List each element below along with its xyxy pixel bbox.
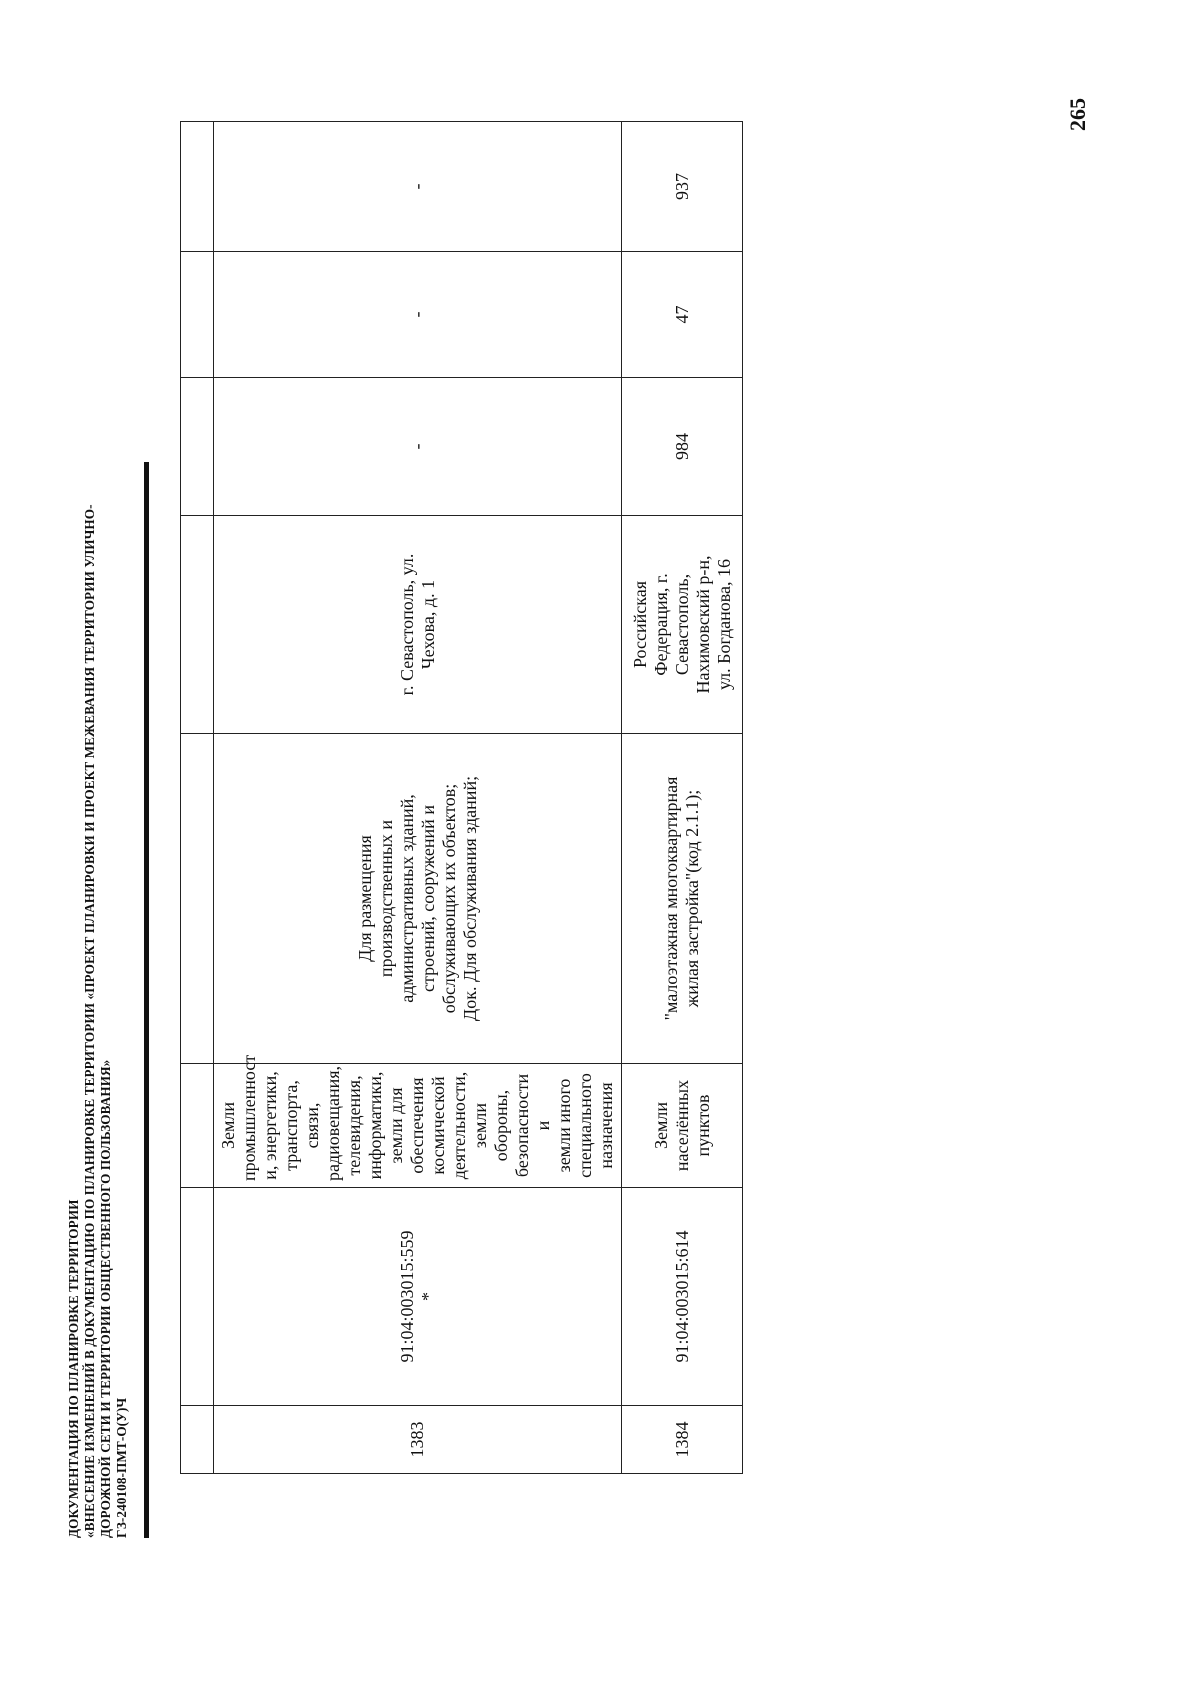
cell-empty <box>181 1064 214 1188</box>
use-line: жилая застройка"(код 2.1.1); <box>682 789 702 1008</box>
land-category <box>214 1054 622 1188</box>
use-line: административных зданий, <box>396 794 417 1003</box>
header-line: ДОКУМЕНТАЦИЯ ПО ПЛАНИРОВКЕ ТЕРРИТОРИИ <box>66 1199 81 1538</box>
address <box>214 516 622 734</box>
address-line: Российская <box>629 581 650 668</box>
value-cell-c: - <box>214 122 622 252</box>
value-cell-a: 984 <box>622 378 743 516</box>
address-line: Федерация, г. <box>650 573 671 676</box>
cell-empty <box>181 1188 214 1406</box>
table-row <box>622 122 743 1474</box>
use-line: строений, сооружений и <box>417 805 438 992</box>
category-line: земли обороны, <box>470 1089 511 1162</box>
address-line: Нахимовский р-н, <box>692 555 713 694</box>
cell-empty <box>181 734 214 1064</box>
address-line: Севастополь, <box>671 573 692 676</box>
category-line: назначения <box>596 1082 616 1169</box>
value-cell-b: 47 <box>622 252 743 378</box>
category-line: обеспечения <box>407 1077 427 1174</box>
use-line: "малоэтажная многоквартирная <box>661 776 681 1021</box>
cadastral-number <box>214 1188 622 1406</box>
category-line: телевидения, <box>344 1075 364 1176</box>
category-line: и, энергетики, <box>260 1071 280 1180</box>
cell-empty <box>181 378 214 516</box>
row-number: 1384 <box>622 1406 743 1474</box>
category-line: промышленност <box>239 1054 259 1181</box>
permitted-use <box>214 734 622 1064</box>
cadastral-mark: * <box>417 1292 438 1301</box>
cell-empty <box>181 122 214 252</box>
cadastral-value: 91:04:003015:559 <box>396 1230 417 1363</box>
category-line: транспорта, <box>281 1080 301 1171</box>
cell-empty <box>181 1406 214 1474</box>
land-category <box>622 1064 743 1188</box>
use-line: обслуживающих их объектов; <box>438 783 459 1014</box>
address-line: г. Севастополь, ул. <box>396 553 417 696</box>
category-line: земли для <box>386 1087 406 1164</box>
value-cell-b: - <box>214 252 622 378</box>
header-line: ДОРОЖНОЙ СЕТИ И ТЕРРИТОРИИ ОБЩЕСТВЕННОГО ПОЛЬЗОВАНИЯ» <box>98 1059 113 1538</box>
category-line: радиовещания, <box>323 1065 343 1181</box>
category-line: пунктов <box>692 1094 713 1157</box>
cadastral-number <box>622 1188 743 1406</box>
value-cell-c: 937 <box>622 122 743 252</box>
header-rule <box>144 462 149 1538</box>
cell-empty <box>181 252 214 378</box>
table-row <box>214 122 622 1474</box>
address-line: Чехова, д. 1 <box>417 579 438 670</box>
use-line: Для размещения <box>354 835 375 962</box>
use-line: Док. Для обслуживания зданий; <box>459 775 480 1022</box>
cadastral-value: 91:04:003015:614 <box>671 1230 692 1363</box>
use-line: производственных и <box>375 819 396 978</box>
category-line: специального <box>575 1073 595 1178</box>
category-line: безопасности и <box>512 1073 553 1178</box>
category-line: Земли <box>218 1102 238 1150</box>
category-line: информатики, <box>365 1071 385 1180</box>
table-row-top <box>181 122 214 1474</box>
header-line: ГЗ-240108-ПМТ-О(У)Ч <box>114 1397 129 1538</box>
permitted-use <box>622 734 743 1064</box>
header-line: «ВНЕСЕНИЕ ИЗМЕНЕНИЙ В ДОКУМЕНТАЦИЮ ПО ПЛАНИРОВКЕ ТЕРРИТОРИИ «ПРОЕКТ ПЛАНИРОВКИ И ПРОЕКТ МЕЖЕВАНИЯ ТЕРРИТОРИИ УЛИЧНО- <box>82 504 97 1538</box>
cell-empty <box>181 516 214 734</box>
page-number: 265 <box>1065 98 1090 131</box>
row-number: 1383 <box>214 1406 622 1474</box>
category-line: населённых <box>671 1079 692 1172</box>
category-line: связи, <box>302 1102 322 1149</box>
value-cell-a: - <box>214 378 622 516</box>
address <box>622 516 743 734</box>
category-line: космической <box>428 1076 448 1175</box>
category-line: Земли <box>650 1102 671 1150</box>
address-line: ул. Богданова, 16 <box>713 558 734 691</box>
category-line: земли иного <box>554 1078 574 1173</box>
parcel-table <box>180 121 743 1474</box>
document-header <box>66 18 130 1538</box>
category-line: деятельности, <box>449 1071 469 1180</box>
